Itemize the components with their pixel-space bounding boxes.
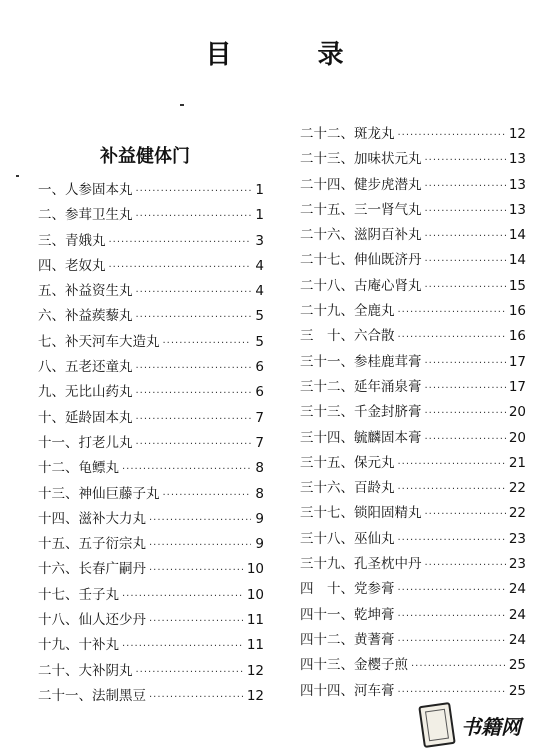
entry-title: 长春广嗣丹	[78, 561, 146, 578]
dot-leader	[398, 585, 506, 596]
entry-number: 二十九、	[300, 303, 354, 320]
toc-entry	[300, 147, 526, 172]
entry-title: 补天河车大造丸	[65, 333, 160, 350]
dot-leader	[425, 560, 506, 571]
dot-leader	[398, 687, 506, 698]
entry-number: 四十四、	[300, 682, 354, 699]
entry-page: 24	[508, 631, 526, 648]
dot-leader	[149, 565, 244, 576]
toc-entry	[300, 173, 526, 198]
dot-leader	[398, 535, 506, 546]
entry-number: 二十一、	[38, 687, 92, 704]
entry-page: 9	[255, 510, 264, 527]
dot-leader	[163, 338, 252, 349]
entry-page: 23	[508, 556, 526, 573]
toc-column-left	[38, 178, 264, 709]
entry-page: 13	[508, 151, 526, 168]
toc-entry	[38, 633, 264, 658]
entry-number: 二、	[38, 207, 65, 224]
entry-page: 6	[255, 359, 264, 376]
dot-leader	[425, 408, 506, 419]
entry-number: 十七、	[38, 586, 79, 603]
toc-entry	[38, 507, 264, 532]
toc-entry	[300, 628, 526, 653]
toc-entry	[300, 451, 526, 476]
entry-title: 健步虎潜丸	[354, 176, 422, 193]
entry-title: 保元丸	[354, 454, 395, 471]
entry-number: 三 十、	[300, 328, 354, 345]
toc-entry	[300, 350, 526, 375]
toc-entry	[38, 456, 264, 481]
dot-leader	[149, 540, 251, 551]
entry-number: 三十三、	[300, 404, 354, 421]
entry-title: 党参膏	[354, 581, 395, 598]
dot-leader	[149, 692, 244, 703]
entry-page: 9	[255, 536, 264, 553]
dot-leader	[398, 332, 506, 343]
dot-leader	[398, 611, 506, 622]
toc-entry	[300, 375, 526, 400]
toc-column-right	[300, 122, 526, 704]
entry-page: 12	[246, 662, 264, 679]
entry-page: 17	[508, 378, 526, 395]
entry-number: 二十七、	[300, 252, 354, 269]
dot-leader	[398, 307, 506, 318]
dot-leader	[425, 358, 506, 369]
entry-title: 百龄丸	[354, 480, 395, 497]
entry-number: 三十五、	[300, 454, 354, 471]
toc-entry	[38, 659, 264, 684]
toc-entry	[300, 527, 526, 552]
toc-entry	[300, 679, 526, 704]
toc-entry	[300, 400, 526, 425]
entry-title: 金樱子煎	[354, 657, 408, 674]
entry-page: 8	[255, 460, 264, 477]
toc-entry	[38, 355, 264, 380]
entry-number: 十、	[38, 409, 65, 426]
entry-title: 加味状元丸	[354, 151, 422, 168]
toc-entry	[38, 532, 264, 557]
toc-entry	[38, 380, 264, 405]
entry-title: 黄蓍膏	[354, 631, 395, 648]
book-seal-icon	[418, 702, 456, 748]
section-heading: 补益健体门	[100, 146, 190, 167]
entry-number: 三十一、	[300, 353, 354, 370]
dot-leader	[109, 262, 252, 273]
entry-number: 四 十、	[300, 581, 354, 598]
toc-entry	[38, 178, 264, 203]
entry-number: 三十四、	[300, 429, 354, 446]
entry-number: 二十六、	[300, 227, 354, 244]
entry-title: 法制黑豆	[92, 687, 146, 704]
entry-page: 4	[255, 257, 264, 274]
dot-leader	[398, 484, 506, 495]
entry-page: 1	[255, 182, 264, 198]
toc-entry	[38, 406, 264, 431]
entry-page: 17	[508, 353, 526, 370]
entry-page: 5	[255, 308, 264, 325]
entry-number: 二十三、	[300, 151, 354, 168]
entry-title: 无比山药丸	[65, 384, 133, 401]
toc-entry	[38, 254, 264, 279]
dot-leader	[425, 231, 506, 242]
entry-number: 十九、	[38, 637, 79, 654]
dot-leader	[163, 490, 252, 501]
entry-page: 25	[508, 682, 526, 699]
entry-page: 20	[508, 429, 526, 446]
toc-entry	[38, 203, 264, 228]
entry-title: 打老儿丸	[78, 434, 133, 451]
entry-number: 二十八、	[300, 277, 354, 294]
entry-page: 22	[508, 505, 526, 522]
entry-number: 九、	[38, 384, 65, 401]
entry-page: 14	[508, 227, 526, 244]
entry-number: 二十五、	[300, 201, 354, 218]
entry-title: 斑龙丸	[354, 126, 395, 142]
entry-number: 十二、	[38, 460, 79, 477]
toc-entry	[300, 248, 526, 273]
entry-title: 壬子丸	[78, 586, 119, 603]
toc-entry	[38, 279, 264, 304]
print-speck	[180, 104, 184, 106]
entry-title: 神仙巨藤子丸	[78, 485, 160, 502]
dot-leader	[425, 206, 506, 217]
dot-leader	[136, 211, 252, 222]
entry-page: 12	[246, 687, 264, 704]
dot-leader	[398, 130, 506, 141]
entry-page: 6	[255, 384, 264, 401]
entry-title: 延年涌泉膏	[354, 378, 422, 395]
toc-entry	[38, 583, 264, 608]
entry-number: 五、	[38, 283, 65, 300]
entry-page: 13	[508, 201, 526, 218]
print-speck	[16, 175, 19, 177]
entry-title: 五子衍宗丸	[78, 536, 146, 553]
dot-leader	[411, 661, 506, 672]
dot-leader	[149, 616, 244, 627]
toc-entry	[300, 122, 526, 147]
entry-title: 古庵心肾丸	[354, 277, 422, 294]
entry-number: 三十九、	[300, 556, 354, 573]
entry-title: 伸仙既济丹	[354, 252, 422, 269]
entry-title: 锁阳固精丸	[354, 505, 422, 522]
toc-entry	[300, 603, 526, 628]
entry-page: 7	[255, 409, 264, 426]
dot-leader	[398, 636, 506, 647]
entry-title: 五老还童丸	[65, 359, 133, 376]
entry-title: 仙人还少丹	[78, 612, 146, 629]
entry-number: 六、	[38, 308, 65, 325]
entry-page: 11	[246, 637, 264, 654]
dot-leader	[136, 667, 244, 678]
entry-number: 二十四、	[300, 176, 354, 193]
toc-entry	[38, 557, 264, 582]
entry-title: 龟鳔丸	[78, 460, 119, 477]
toc-entry	[300, 426, 526, 451]
dot-leader	[136, 414, 252, 425]
dot-leader	[425, 434, 506, 445]
entry-number: 七、	[38, 333, 65, 350]
entry-number: 四十二、	[300, 631, 354, 648]
toc-entry	[300, 274, 526, 299]
dot-leader	[425, 256, 506, 267]
entry-number: 二十二、	[300, 126, 354, 142]
entry-title: 参桂鹿茸膏	[354, 353, 422, 370]
toc-entry	[300, 223, 526, 248]
entry-title: 补益蒺藜丸	[65, 308, 133, 325]
entry-title: 毓麟固本膏	[354, 429, 422, 446]
entry-title: 孔圣枕中丹	[354, 556, 422, 573]
toc-entry	[38, 304, 264, 329]
toc-entry	[38, 229, 264, 254]
entry-title: 乾坤膏	[354, 606, 395, 623]
toc-entry	[300, 552, 526, 577]
entry-number: 二十、	[38, 662, 79, 679]
entry-number: 三十六、	[300, 480, 354, 497]
entry-page: 3	[255, 232, 264, 249]
entry-title: 补益资生丸	[65, 283, 133, 300]
dot-leader	[122, 641, 244, 652]
dot-leader	[136, 186, 252, 197]
entry-number: 一、	[38, 182, 65, 198]
dot-leader	[425, 383, 506, 394]
toc-entry	[38, 608, 264, 633]
entry-number: 三十二、	[300, 378, 354, 395]
entry-page: 24	[508, 606, 526, 623]
entry-page: 14	[508, 252, 526, 269]
entry-number: 十五、	[38, 536, 79, 553]
entry-number: 四、	[38, 257, 65, 274]
entry-title: 人参固本丸	[65, 182, 133, 198]
toc-entry	[300, 324, 526, 349]
entry-title: 六合散	[354, 328, 395, 345]
entry-number: 八、	[38, 359, 65, 376]
dot-leader	[149, 515, 251, 526]
dot-leader	[425, 282, 506, 293]
entry-number: 三十七、	[300, 505, 354, 522]
entry-page: 15	[508, 277, 526, 294]
dot-leader	[425, 181, 506, 192]
entry-title: 老奴丸	[65, 257, 106, 274]
dot-leader	[425, 155, 506, 166]
watermark-text: 书籍网	[461, 714, 521, 739]
toc-entry	[300, 299, 526, 324]
entry-number: 三、	[38, 232, 65, 249]
entry-page: 5	[255, 333, 264, 350]
toc-entry	[300, 476, 526, 501]
entry-page: 13	[508, 176, 526, 193]
dot-leader	[136, 439, 252, 450]
entry-page: 25	[508, 657, 526, 674]
entry-page: 24	[508, 581, 526, 598]
entry-title: 滋阴百补丸	[354, 227, 422, 244]
entry-title: 滋补大力丸	[78, 510, 146, 527]
entry-page: 21	[508, 454, 526, 471]
entry-title: 河车膏	[354, 682, 395, 699]
dot-leader	[122, 464, 251, 475]
dot-leader	[109, 237, 252, 248]
dot-leader	[122, 591, 244, 602]
entry-number: 十六、	[38, 561, 79, 578]
entry-title: 参茸卫生丸	[65, 207, 133, 224]
entry-page: 4	[255, 283, 264, 300]
entry-title: 延龄固本丸	[65, 409, 133, 426]
entry-title: 三一肾气丸	[354, 201, 422, 218]
dot-leader	[136, 312, 252, 323]
entry-page: 16	[508, 328, 526, 345]
entry-title: 十补丸	[78, 637, 119, 654]
entry-number: 十四、	[38, 510, 79, 527]
entry-page: 22	[508, 480, 526, 497]
dot-leader	[398, 459, 506, 470]
entry-number: 十一、	[38, 434, 79, 451]
toc-entry	[300, 577, 526, 602]
toc-entry	[38, 684, 264, 709]
entry-title: 巫仙丸	[354, 530, 395, 547]
toc-entry	[300, 198, 526, 223]
entry-number: 十三、	[38, 485, 79, 502]
dot-leader	[425, 509, 506, 520]
entry-page: 23	[508, 530, 526, 547]
entry-title: 全鹿丸	[354, 303, 395, 320]
toc-entry	[38, 482, 264, 507]
toc-entry	[38, 330, 264, 355]
entry-number: 三十八、	[300, 530, 354, 547]
toc-entry	[300, 653, 526, 678]
page-title: 目 录	[205, 40, 374, 70]
entry-number: 四十三、	[300, 657, 354, 674]
entry-number: 十八、	[38, 612, 79, 629]
dot-leader	[136, 287, 252, 298]
toc-entry	[300, 501, 526, 526]
entry-number: 四十一、	[300, 606, 354, 623]
dot-leader	[136, 363, 252, 374]
toc-entry	[38, 431, 264, 456]
watermark-logo	[421, 702, 541, 748]
dot-leader	[136, 388, 252, 399]
entry-page: 20	[508, 404, 526, 421]
entry-page: 16	[508, 303, 526, 320]
entry-page: 10	[246, 586, 264, 603]
entry-page: 12	[508, 126, 526, 142]
entry-title: 千金封脐膏	[354, 404, 422, 421]
entry-page: 10	[246, 561, 264, 578]
entry-page: 8	[255, 485, 264, 502]
entry-title: 大补阴丸	[78, 662, 133, 679]
entry-page: 11	[246, 612, 264, 629]
entry-page: 1	[255, 207, 264, 224]
entry-title: 青娥丸	[65, 232, 106, 249]
entry-page: 7	[255, 434, 264, 451]
